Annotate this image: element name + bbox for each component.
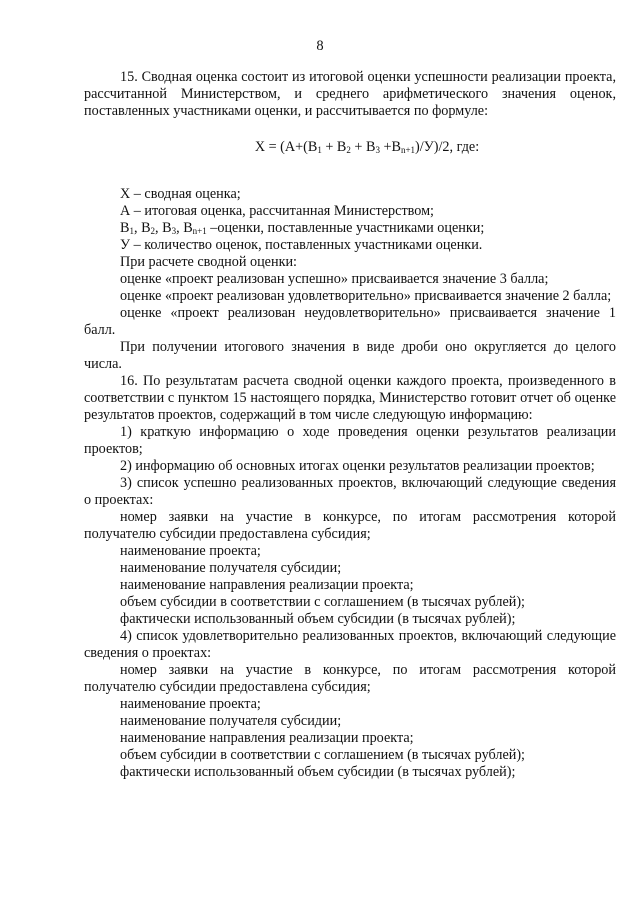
def-b-part: , В [133,220,151,236]
definition-a: А – итоговая оценка, рассчитанная Министерством; [120,203,434,219]
def-b-subscript: 2 [150,226,156,236]
sub-item-amount: объем субсидии в соответствии с соглашением (в тысячах рублей); [120,747,525,763]
sub-item-direction: наименование направления реализации проекта; [120,577,414,593]
sub-item-amount: объем субсидии в соответствии с соглашением (в тысячах рублей); [120,594,525,610]
formula-subscript: 3 [375,145,380,155]
paragraph-15: 15. Сводная оценка состоит из итоговой оценки успешности реализации проекта, рассчитанной Министерством, и среднего арифметического значения оценок, поставленных участниками оценки, и рассчитывается по формуле: [84,69,616,119]
formula-part: +В [379,139,401,155]
def-b-subscript: 1 [129,226,134,236]
formula-part: )/У)/2, где: [415,139,480,155]
definition-u: У – количество оценок, поставленных участниками оценки. [120,237,483,253]
page-number: 8 [316,38,324,54]
calc-intro: При расчете сводной оценки: [120,254,297,270]
sub-item-used: фактически использованный объем субсидии (в тысячах рублей); [120,611,516,627]
score-3: оценке «проект реализован успешно» присваивается значение 3 балла; [120,271,549,287]
formula [84,139,616,156]
def-b-subscript: 3 [171,226,177,236]
list-item-4: 4) список удовлетворительно реализованных проектов, включающий следующие сведения о проектах: [84,628,616,661]
sub-item-application: номер заявки на участие в конкурсе, по итогам рассмотрения которой получателю субсидии предоставлена субсидия; [84,509,616,542]
def-b-subscript: n+1 [192,226,207,236]
sub-item-project-name: наименование проекта; [120,543,261,559]
formula-subscript: 2 [346,145,351,155]
formula-subscript: 1 [317,145,322,155]
document-body [84,69,616,781]
formula-part: Х = (А+(В [254,139,318,155]
list-item-1: 1) краткую информацию о ходе проведения оценки результатов реализации проектов; [84,424,616,457]
def-b-part: –оценки, поставленные участниками оценки; [206,220,485,236]
formula-subscript: n+1 [400,145,416,155]
sub-item-direction: наименование направления реализации проекта; [120,730,414,746]
definition-x: Х – сводная оценка; [120,186,241,202]
score-2: оценке «проект реализован удовлетворительно» присваивается значение 2 балла; [120,288,612,304]
definition-b [120,220,616,237]
score-1: оценке «проект реализован неудовлетворительно» присваивается значение 1 балл. [84,305,616,338]
def-b-part: , В [176,220,193,236]
def-b-part: В [120,220,130,236]
sub-item-used: фактически использованный объем субсидии (в тысячах рублей); [120,764,516,780]
formula-part: + В [350,139,376,155]
sub-item-recipient: наименование получателя субсидии; [120,713,342,729]
list-item-3: 3) список успешно реализованных проектов, включающий следующие сведения о проектах: [84,475,616,508]
rounding-rule: При получении итогового значения в виде дроби оно округляется до целого числа. [84,339,616,372]
paragraph-16: 16. По результатам расчета сводной оценки каждого проекта, произведенного в соответствии с пунктом 15 настоящего порядка, Министерство готовит отчет об оценке результатов проектов, содержащий в том числе следующую информацию: [84,373,616,423]
sub-item-project-name: наименование проекта; [120,696,261,712]
sub-item-recipient: наименование получателя субсидии; [120,560,342,576]
formula-part: + В [321,139,347,155]
sub-item-application: номер заявки на участие в конкурсе, по итогам рассмотрения которой получателю субсидии предоставлена субсидия; [84,662,616,695]
def-b-part: , В [155,220,172,236]
list-item-2: 2) информацию об основных итогах оценки результатов реализации проектов; [120,458,595,474]
